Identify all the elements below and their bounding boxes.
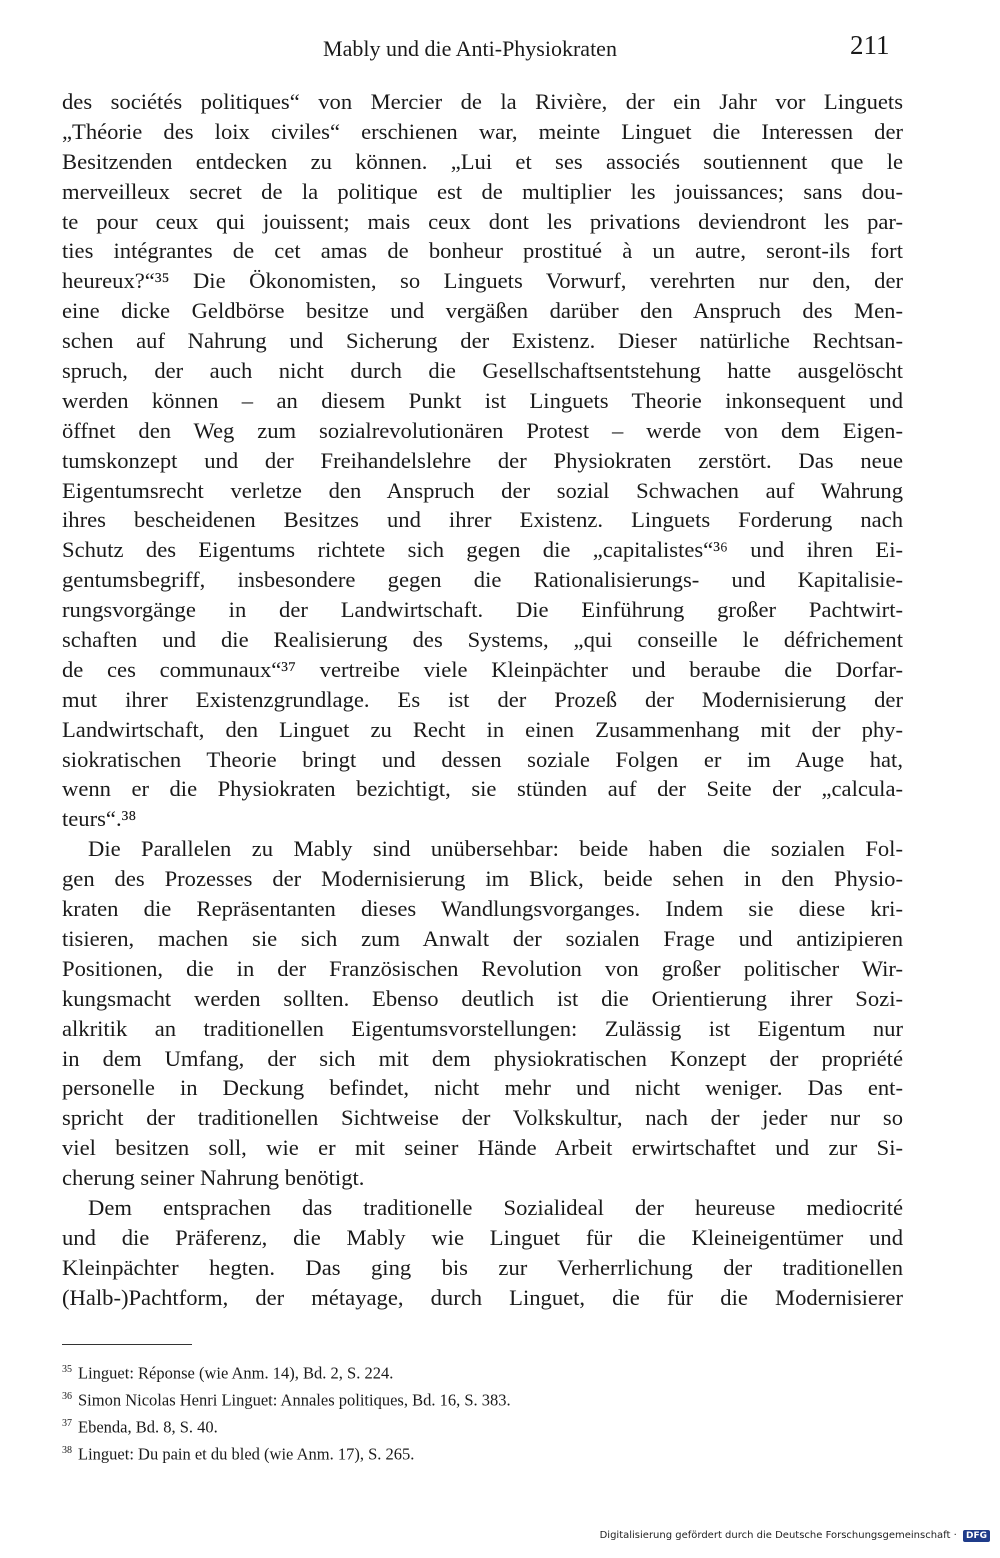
footnotes — [62, 1358, 903, 1466]
text-line: merveilleux secret de la politique est de multiplier les jouissances; sans dou- — [62, 178, 903, 204]
text-line: eine dicke Geldbörse besitze und vergäßen darüber den Anspruch des Men- — [62, 298, 903, 324]
running-title: Mably und die Anti-Physiokraten — [323, 36, 617, 61]
text-line: Kleinpächter hegten. Das ging bis zur Verherrlichung der traditionellen — [62, 1254, 903, 1280]
text-line: cherung seiner Nahrung benötigt. — [62, 1165, 365, 1191]
footnote — [62, 1439, 903, 1466]
body-text — [62, 87, 903, 1313]
text-line: personelle in Deckung befindet, nicht mehr und nicht weniger. Das ent- — [62, 1075, 903, 1101]
text-line: teurs“.³⁸ — [62, 806, 137, 832]
text-line: Dem entsprachen das traditionelle Sozialideal der heureuse mediocrité — [88, 1194, 903, 1220]
text-line: gen des Prozesses der Modernisierung im Blick, beide sehen in den Physio- — [62, 866, 903, 892]
footnote-text: Ebenda, Bd. 8, S. 40. — [78, 1417, 218, 1437]
footnote-number: 37 — [62, 1418, 72, 1429]
footnote — [62, 1358, 903, 1385]
text-line: in dem Umfang, der sich mit dem physiokratischen Konzept der propriété — [62, 1045, 903, 1071]
text-line: rungsvorgänge in der Landwirtschaft. Die Einführung großer Pachtwirt- — [62, 597, 903, 623]
text-line: Eigentumsrecht verletze den Anspruch der sozial Schwachen auf Wahrung — [62, 477, 903, 503]
text-line: ties intégrantes de cet amas de bonheur prostitué à un autre, seront-ils fort — [62, 238, 903, 264]
footnote-text: Linguet: Réponse (wie Anm. 14), Bd. 2, S. 224. — [78, 1363, 394, 1383]
page-number: 211 — [850, 30, 890, 60]
text-line: Positionen, die in der Französischen Revolution von großer politischer Wir- — [62, 955, 903, 981]
text-line: spruch, der auch nicht durch die Gesellschaftsentstehung hatte ausgelöscht — [62, 358, 903, 384]
text-line: „Théorie des loix civiles“ erschienen war, meinte Linguet die Interessen der — [62, 118, 903, 144]
text-line: gentumsbegriff, insbesondere gegen die Rationalisierungs- und Kapitalisie- — [62, 567, 903, 593]
text-line: kungsmacht werden sollten. Ebenso deutlich ist die Orientierung ihrer Sozi- — [62, 985, 903, 1011]
text-line: werden können – an diesem Punkt ist Linguets Theorie inkonsequent und — [62, 387, 903, 413]
text-line: alkritik an traditionellen Eigentumsvorstellungen: Zulässig ist Eigentum nur — [62, 1015, 903, 1041]
text-line: kraten die Repräsentanten dieses Wandlungsvorganges. Indem sie diese kri- — [62, 896, 903, 922]
text-line: und die Präferenz, die Mably wie Linguet für die Kleineigentümer und — [62, 1224, 903, 1250]
text-line: wenn er die Physiokraten bezichtigt, sie stünden auf der Seite der „calcula- — [62, 776, 903, 802]
text-line: siokratischen Theorie bringt und dessen soziale Folgen er im Auge hat, — [62, 746, 903, 772]
text-line: Besitzenden entdecken zu können. „Lui et ses associés soutiennent que le — [62, 148, 903, 174]
text-line: Schutz des Eigentums richtete sich gegen die „capitalistes“³⁶ und ihren Ei- — [62, 537, 903, 563]
text-line: Landwirtschaft, den Linguet zu Recht in einen Zusammenhang mit der phy- — [62, 716, 903, 742]
text-line: viel besitzen soll, wie er mit seiner Hände Arbeit erwirtschaftet und zur Si- — [62, 1135, 903, 1161]
text-line: ihres bescheidenen Besitzes und ihrer Existenz. Linguets Forderung nach — [62, 507, 903, 533]
text-line: spricht der traditionellen Sichtweise der Volkskultur, nach der jeder nur so — [62, 1105, 903, 1131]
credit-text: Digitalisierung gefördert durch die Deutsche Forschungsgemeinschaft · — [599, 1530, 957, 1541]
text-line: des sociétés politiques“ von Mercier de la Rivière, der ein Jahr vor Linguets — [62, 89, 903, 114]
text-line: de ces communaux“³⁷ vertreibe viele Kleinpächter und beraube die Dorfar- — [62, 656, 903, 682]
text-line: (Halb-)Pachtform, der métayage, durch Linguet, die für die Modernisierer — [62, 1284, 903, 1310]
footnote-number: 35 — [62, 1364, 72, 1375]
footnote-number: 38 — [62, 1445, 72, 1456]
text-line: mut ihrer Existenzgrundlage. Es ist der Prozeß der Modernisierung der — [62, 686, 903, 712]
footnote — [62, 1412, 903, 1439]
footnote-text: Linguet: Du pain et du bled (wie Anm. 17), S. 265. — [78, 1444, 415, 1464]
footnote — [62, 1385, 903, 1412]
digitization-credit — [560, 1530, 990, 1542]
text-line: schen auf Nahrung und Sicherung der Existenz. Dieser natürliche Rechtsan- — [62, 328, 903, 354]
footnote-number: 36 — [62, 1391, 72, 1402]
dfg-logo: DFG — [963, 1530, 990, 1542]
footnote-text: Simon Nicolas Henri Linguet: Annales politiques, Bd. 16, S. 383. — [78, 1390, 511, 1410]
footnote-divider — [62, 1344, 192, 1345]
text-line: te pour ceux qui jouissent; mais ceux dont les privations deviendront les par- — [62, 208, 903, 234]
text-line: Die Parallelen zu Mably sind unübersehbar: beide haben die sozialen Fol- — [88, 836, 903, 862]
text-line: tisieren, machen sie sich zum Anwalt der sozialen Frage und antizipieren — [62, 925, 903, 951]
text-line: tumskonzept und der Freihandelslehre der Physiokraten zerstört. Das neue — [62, 447, 903, 473]
text-line: öffnet den Weg zum sozialrevolutionären Protest – werde von dem Eigen- — [62, 417, 903, 443]
text-line: heureux?“³⁵ Die Ökonomisten, so Linguets Vorwurf, verehrten nur den, der — [62, 268, 903, 294]
text-line: schaften und die Realisierung des Systems, „qui conseille le défrichement — [62, 627, 903, 653]
